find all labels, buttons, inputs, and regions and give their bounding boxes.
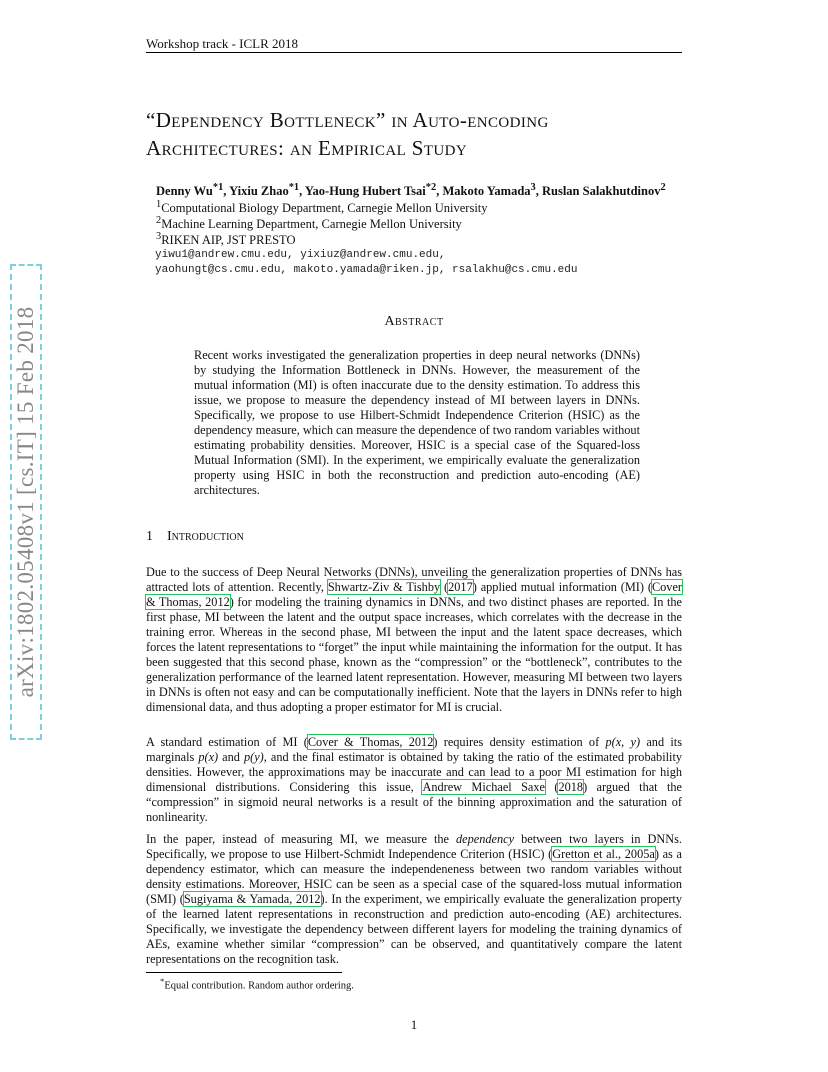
text-run: ) as a dependency estimator, which can measure the independeneness between two random variables without density estimations. Moreover, HSIC can be seen as a special case of the squared-loss mutual information (SMI) ( <box>146 847 682 906</box>
affiliation-text: RIKEN AIP, JST PRESTO <box>161 233 296 248</box>
citation-link[interactable]: Cover & Thomas, 2012 <box>146 580 683 609</box>
author-list: Denny Wu$^{*1}$, Yixiu Zhao$^{*1}$, Yao-Hung Hubert Tsai$^{*2}$, Makoto Yamada$^3$, Ruslan Salakhutdinov$^2$ <box>156 182 666 199</box>
affiliation-sup: 1 <box>156 199 162 210</box>
text-run: ) for modeling the training dynamics in DNNs, and two distinct phases are reported. In the first phase, MI between the latent and the output space increases, which correlates with the decrease in the training error. Whereas in the second phase, MI between the input and the latent space decreases, which forces the latent representations to “forget” the input while maintaining the information for the output. It has been suggested that this second phase, known as the “compression” or the “bottleneck”, contributes to the generalization performance of the learned latent representation. However, measuring MI between two layers in DNNs is often not easy and can be computationally inefficient. Note that the layers in DNNs refer to high dimensional data, and thus adopting a proper estimator for MI is crucial. <box>146 595 682 714</box>
citation-link[interactable]: Andrew Michael Saxe <box>422 780 545 794</box>
intro-paragraph-1 <box>146 565 682 715</box>
text-run: Due to the success of Deep Neural Networks (DNNs), unveiling the generalization properties of DNNs has attracted lots of attention. Recently, <box>146 565 682 594</box>
header-rule <box>146 52 682 53</box>
author-sup: *1 <box>288 182 300 193</box>
text-run: In the paper, instead of measuring MI, we measure the <box>146 832 457 846</box>
section-title: Introduction <box>167 529 244 544</box>
author-sup: *1 <box>212 182 224 193</box>
text-run: , and the final estimator is obtained by taking the ratio of the estimated probability densities. However, the approximations may be inaccurate and can lead to a poor MI estimation for high dimensional distributions. Considering this issue, <box>146 750 683 794</box>
text-run: and <box>218 750 244 764</box>
title-line-1: “Dependency Bottleneck” in Auto-encoding <box>146 108 549 132</box>
page-number: 1 <box>410 1017 418 1032</box>
affiliation-1 <box>156 199 488 216</box>
paper-title <box>146 106 706 162</box>
text-run: ) requires density estimation of <box>433 735 606 749</box>
arxiv-stamp <box>4 264 50 744</box>
abstract-body: Recent works investigated the generalization properties in deep neural networks (DNNs) by studying the Information Bottleneck in DNNs. However, the measurement of the mutual information (MI) is often inaccurate due to the density estimation. To address this issue, we propose to measure the dependency instead of MI between layers in DNNs. Specifically, we propose to use Hilbert-Schmidt Independence Criterion (HSIC) as the dependency measure, which can measure the dependence of two random variables without estimating probability densities. Moreover, HSIC is a special case of the Squared-loss Mutual Information (SMI). In the experiment, we empirically evaluate the generalization property using HSIC in both the reconstruction and prediction auto-encoding (AE) architectures. <box>194 348 640 497</box>
author-name: Yixiu Zhao <box>229 184 289 199</box>
author-name: Makoto Yamada <box>442 184 531 199</box>
footnote-rule <box>146 972 342 973</box>
citation-link[interactable]: 2017 <box>448 580 473 594</box>
intro-paragraph-2 <box>146 735 682 825</box>
author-name: Ruslan Salakhutdinov <box>541 184 661 199</box>
author-sup: *2 <box>425 182 437 193</box>
author-sup: 3 <box>530 182 536 193</box>
text-run: ( <box>440 580 449 594</box>
author-sup: 2 <box>660 182 666 193</box>
footnote-mark: * <box>160 976 165 986</box>
citation-link[interactable]: Gretton et al., 2005a <box>552 847 655 861</box>
affiliation-3 <box>156 231 296 248</box>
running-header: Workshop track - ICLR 2018 <box>146 36 299 51</box>
citation-link[interactable]: 2018 <box>558 780 584 794</box>
abstract-heading: Abstract <box>384 314 444 329</box>
affiliation-text: Machine Learning Department, Carnegie Mellon University <box>161 217 462 232</box>
author-name: Yao-Hung Hubert Tsai <box>304 184 426 199</box>
email-line-2[interactable]: yaohungt@cs.cmu.edu, makoto.yamada@riken.jp, rsalakhu@cs.cmu.edu <box>155 264 578 276</box>
affiliation-text: Computational Biology Department, Carnegie Mellon University <box>161 201 488 216</box>
text-run: ( <box>545 780 559 794</box>
math-expr: p(y) <box>243 750 264 764</box>
math-expr: p(x) <box>198 750 219 764</box>
text-run: and its marginals <box>146 735 682 764</box>
author-name: Denny Wu <box>156 184 213 199</box>
text-run: ). In the experiment, we empirically evaluate the generalization property of the learned latent representations in reconstruction and prediction auto-encoding (AE) architectures. Specifically, we investigate the dependency between different layers for modeling the training dynamics of AEs, examine whether similar “compression” can be observed, and quantitatively compare the latent representations on the recognition task. <box>146 892 682 966</box>
section-heading <box>146 529 244 545</box>
text-run: between two layers in DNNs. Specifically, we propose to use Hilbert-Schmidt Independence Criterion (HSIC) ( <box>146 832 682 861</box>
section-number: 1 <box>146 529 153 544</box>
math-expr: p(x, y) <box>605 735 641 749</box>
footnote-text: Equal contribution. Random author ordering. <box>164 980 354 992</box>
intro-paragraph-3 <box>146 832 682 967</box>
email-line-1[interactable]: yiwu1@andrew.cmu.edu, yixiuz@andrew.cmu.edu, <box>155 249 446 261</box>
footnote <box>160 976 354 992</box>
affiliation-2 <box>156 215 462 232</box>
affiliation-sup: 2 <box>156 215 162 226</box>
citation-link[interactable]: Sugiyama & Yamada, 2012 <box>183 892 321 906</box>
text-run: ) applied mutual information (MI) ( <box>472 580 652 594</box>
text-run: A standard estimation of MI ( <box>146 735 308 749</box>
emphasis: dependency <box>456 832 515 846</box>
citation-link[interactable]: Cover & Thomas, 2012 <box>307 735 434 749</box>
text-run: ) argued that the “compression” in sigmoid neural networks is a result of the binning approximation and the saturation of nonlinearity. <box>146 780 683 824</box>
citation-link[interactable]: Shwartz-Ziv & Tishby <box>327 580 441 594</box>
affiliation-sup: 3 <box>156 231 162 242</box>
title-line-2: Architectures: an Empirical Study <box>146 136 468 160</box>
arxiv-stamp-text: arXiv:1802.05408v1 [cs.IT] 15 Feb 2018 <box>13 306 38 698</box>
